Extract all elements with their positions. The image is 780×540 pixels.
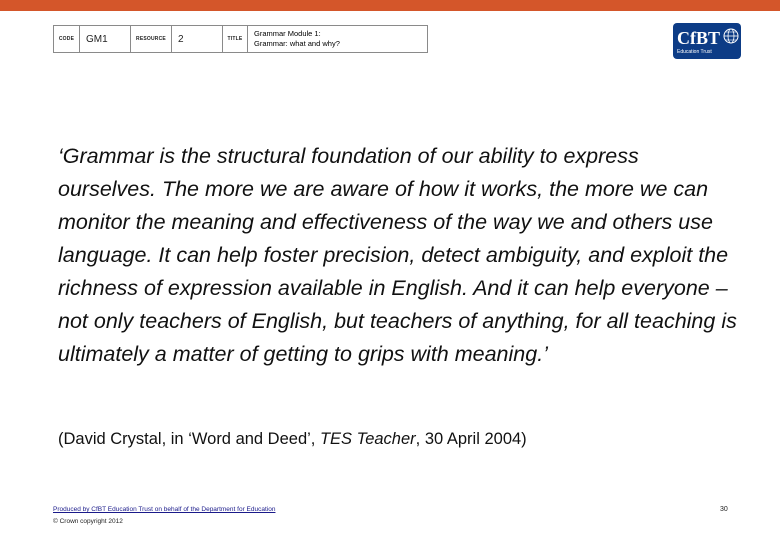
- title-line-1: Grammar Module 1:: [254, 29, 321, 38]
- code-value: GM1: [80, 26, 131, 52]
- citation-suffix: , 30 April 2004): [415, 430, 527, 448]
- logo-wordmark: CfBT: [677, 28, 721, 48]
- resource-value: 2: [172, 26, 223, 52]
- top-accent-bar: [0, 0, 780, 11]
- title-value: [248, 26, 427, 52]
- quote-citation: [58, 430, 738, 449]
- resource-label: RESOURCE: [131, 26, 172, 52]
- citation-prefix: (David Crystal, in ‘Word and Deed’,: [58, 430, 320, 448]
- logo-subtitle: Education Trust: [677, 49, 712, 55]
- grammar-quote: ‘Grammar is the structural foundation of our ability to express ourselves. The more we are aware of how it works, the more we can monitor the meaning and effectiveness of the way we and others use language. It can help foster precision, detect ambiguity, and exploit the richness of expression available in English. And it can help everyone – not only teachers of English, but teachers of anything, for all teaching is ultimately a matter of getting to grips with meaning.’: [58, 144, 737, 366]
- resource-meta-table: [53, 25, 428, 53]
- title-line-2: Grammar: what and why?: [254, 39, 340, 48]
- code-label: CODE: [54, 26, 80, 52]
- cfbt-logo: [673, 23, 741, 59]
- footer-credit-link[interactable]: Produced by CfBT Education Trust on behalf of the Department for Education: [53, 506, 276, 513]
- footer-copyright: © Crown copyright 2012: [53, 518, 123, 525]
- page-number: 30: [720, 506, 728, 513]
- title-label: TITLE: [223, 26, 248, 52]
- cfbt-logo-graphic: [673, 23, 741, 59]
- citation-publication: TES Teacher: [319, 430, 416, 448]
